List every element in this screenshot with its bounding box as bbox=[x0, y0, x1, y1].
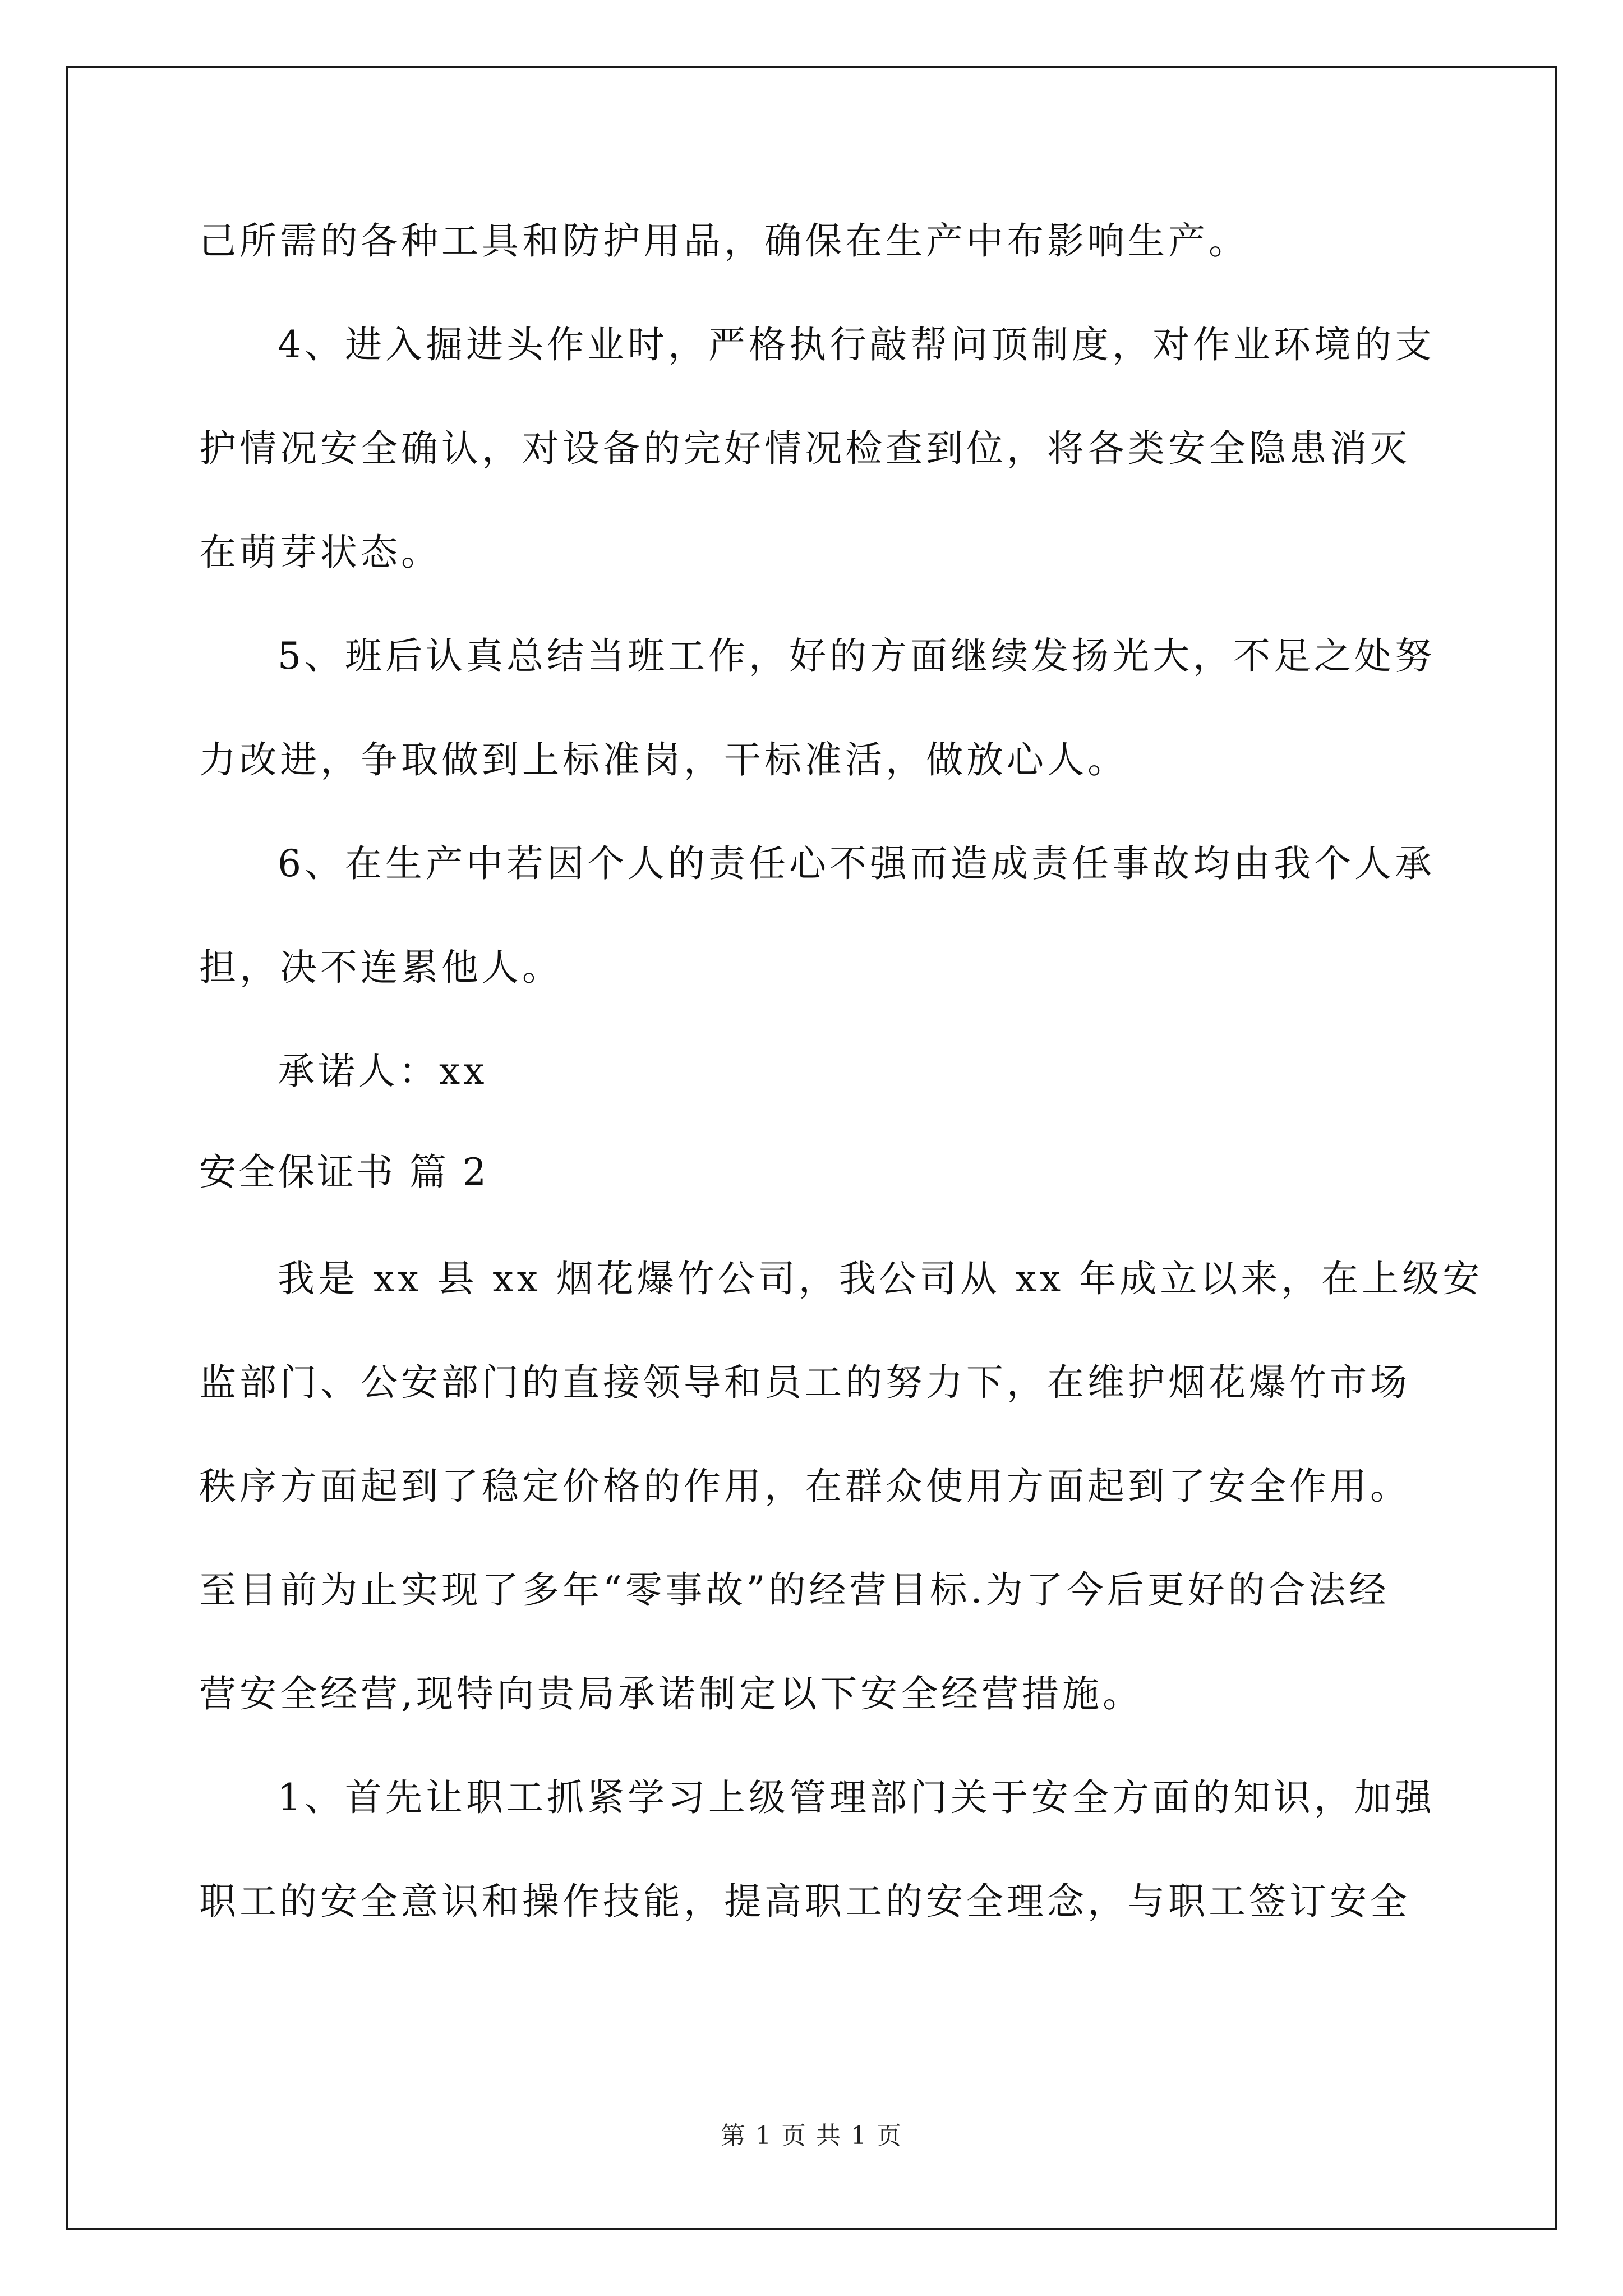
text-line: 4、进入掘进头作业时，严格执行敲帮问顶制度，对作业环境的支 bbox=[278, 323, 1435, 366]
signature-line: 承诺人：xx bbox=[278, 1050, 488, 1093]
page-footer: 第 1 页 共 1 页 bbox=[721, 2122, 902, 2150]
text-line: 在萌芽状态。 bbox=[199, 531, 441, 574]
text-line: 6、在生产中若因个人的责任心不强而造成责任事故均由我个人承 bbox=[278, 842, 1435, 885]
text-line: 秩序方面起到了稳定价格的作用，在群众使用方面起到了安全作用。 bbox=[199, 1465, 1410, 1508]
text-line: 营安全经营,现特向贵局承诺制定以下安全经营措施。 bbox=[199, 1672, 1143, 1715]
text-line: 5、班后认真总结当班工作，好的方面继续发扬光大，不足之处努 bbox=[278, 634, 1435, 678]
text-line: 护情况安全确认，对设备的完好情况检查到位，将各类安全隐患消灭 bbox=[199, 427, 1410, 470]
text-line: 职工的安全意识和操作技能，提高职工的安全理念，与职工签订安全 bbox=[199, 1880, 1410, 1923]
text-line: 力改进，争取做到上标准岗，干标准活，做放心人。 bbox=[199, 738, 1128, 781]
text-line: 至目前为止实现了多年“零事故”的经营目标.为了今后更好的合法经 bbox=[199, 1568, 1390, 1612]
text-line: 监部门、公安部门的直接领导和员工的努力下，在维护烟花爆竹市场 bbox=[199, 1361, 1410, 1404]
section-heading: 安全保证书 篇 2 bbox=[199, 1151, 488, 1194]
text-line: 我是 xx 县 xx 烟花爆竹公司，我公司从 xx 年成立以来，在上级安 bbox=[278, 1257, 1483, 1300]
text-line: 1、首先让职工抓紧学习上级管理部门关于安全方面的知识，加强 bbox=[278, 1776, 1435, 1819]
text-line: 己所需的各种工具和防护用品，确保在生产中布影响生产。 bbox=[199, 219, 1249, 263]
text-line: 担，决不连累他人。 bbox=[199, 946, 562, 989]
